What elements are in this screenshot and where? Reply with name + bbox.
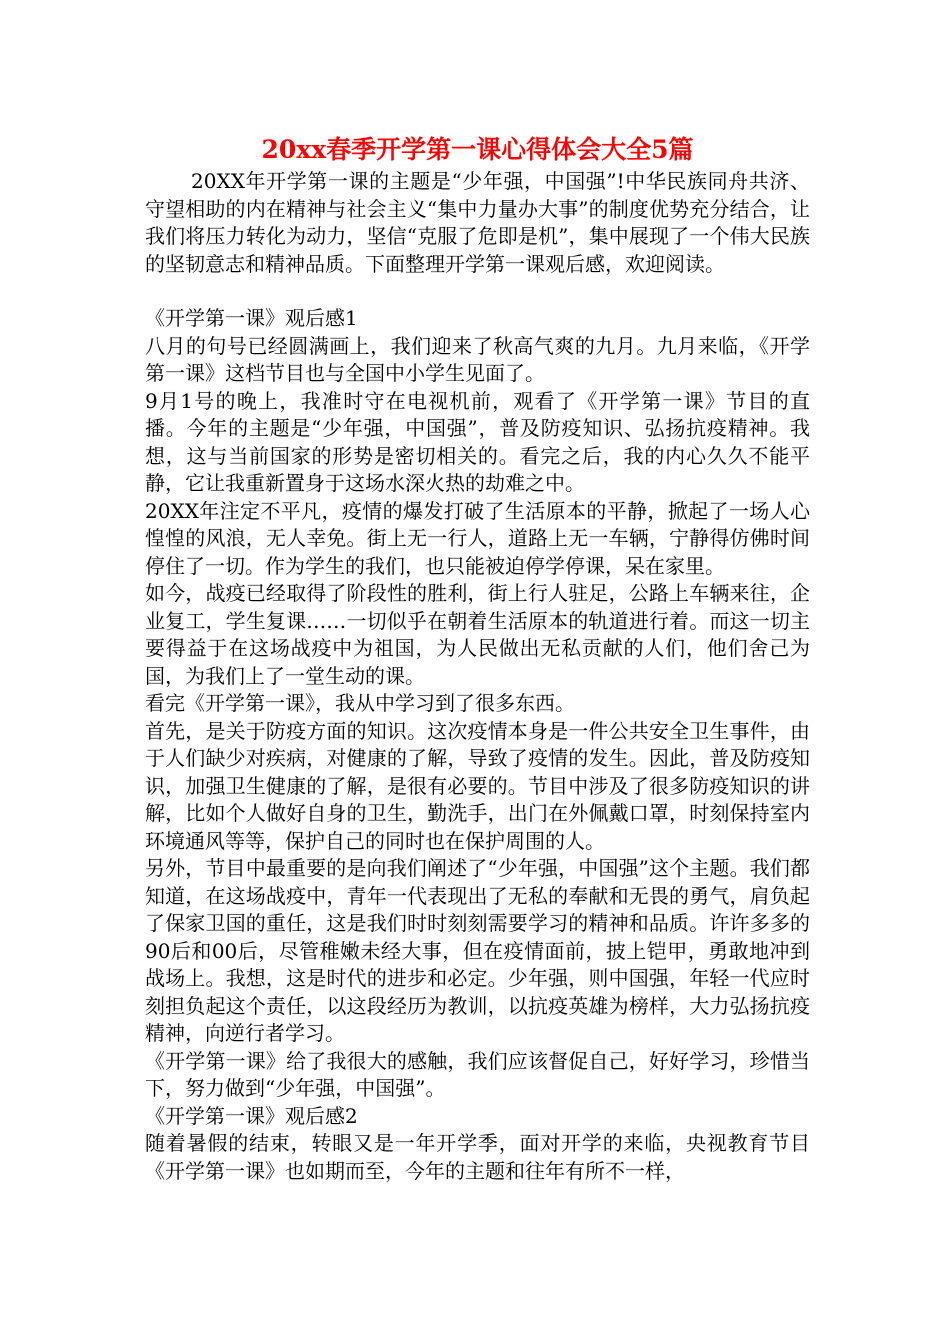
section-1-heading: 《开学第一课》观后感1 — [145, 306, 358, 330]
section-1-paragraph: 9月1号的晚上，我准时守在电视机前，观看了《开学第一课》节目的直播。今年的主题是“少年强，中国强”，普及防疫知识、弘扬抗疫精神。我想，这与当前国家的形势是密切相关的。看完之后，我的内心久久不能平静，它让我重新置身于这场水深火热的劫难之中。 — [145, 388, 810, 495]
section-1-paragraph: 看完《开学第一课》，我从中学习到了很多东西。 — [145, 691, 575, 715]
section-1-paragraph: 如今，战疫已经取得了阶段性的胜利，街上行人驻足，公路上车辆来往，企业复工，学生复课……一切似乎在朝着生活原本的轨道进行着。而这一切主要得益于在这场战疫中为祖国，为人民做出无私贡献的人们，他们舍己为国，为我们上了一堂生动的课。 — [145, 581, 810, 688]
document-title: 20xx春季开学第一课心得体会大全5篇 — [261, 135, 694, 164]
blank-line — [145, 278, 810, 305]
section-1-paragraph: 另外，节目中最重要的是向我们阐述了“少年强，中国强”这个主题。我们都知道，在这场战疫中，青年一代表现出了无私的奉献和无畏的勇气，肩负起了保家卫国的重任，这是我们时时刻刻需要学习的精神和品质。许许多多的90后和00后，尽管稚嫩未经大事，但在疫情面前，披上铠甲，勇敢地冲到战场上。我想，这是时代的进步和必定。少年强，则中国强，年轻一代应时刻担负起这个责任，以这段经历为教训，以抗疫英雄为榜样，大力弘扬抗疫精神，向逆行者学习。 — [145, 856, 810, 1045]
document-page — [145, 128, 810, 1185]
section-1-paragraph: 八月的句号已经圆满画上，我们迎来了秋高气爽的九月。九月来临，《开学第一课》这档节目也与全国中小学生见面了。 — [145, 333, 810, 385]
section-1-paragraph: 《开学第一课》给了我很大的感触，我们应该督促自己，好好学习，珍惜当下，努力做到“少年强，中国强”。 — [145, 1048, 810, 1100]
section-2-paragraph: 随着暑假的结束，转眼又是一年开学季，面对开学的来临，央视教育节目《开学第一课》也如期而至，今年的主题和往年有所不一样， — [145, 1131, 810, 1183]
section-1-paragraph: 20XX年注定不平凡，疫情的爆发打破了生活原本的平静，掀起了一场人心惶惶的风浪，无人幸免。街上无一行人，道路上无一车辆，宁静得仿佛时间停住了一切。作为学生的我们，也只能被迫停学停课，呆在家里。 — [145, 498, 810, 578]
section-2-heading: 《开学第一课》观后感2 — [145, 1103, 358, 1128]
intro-paragraph: 20XX年开学第一课的主题是“少年强，中国强”!中华民族同舟共济、守望相助的内在精神与社会主义“集中力量办大事”的制度优势充分结合，让我们将压力转化为动力，坚信“克服了危即是机”，集中展现了一个伟大民族的坚韧意志和精神品质。下面整理开学第一课观后感，欢迎阅读。 — [145, 169, 810, 276]
section-1-paragraph: 首先，是关于防疫方面的知识。这次疫情本身是一件公共安全卫生事件，由于人们缺少对疾病，对健康的了解，导致了疫情的发生。因此，普及防疫知识，加强卫生健康的了解，是很有必要的。节目中涉及了很多防疫知识的讲解，比如个人做好自身的卫生，勤洗手，出门在外佩戴口罩，时刻保持室内环境通风等等，保护自己的同时也在保护周围的人。 — [145, 718, 810, 853]
